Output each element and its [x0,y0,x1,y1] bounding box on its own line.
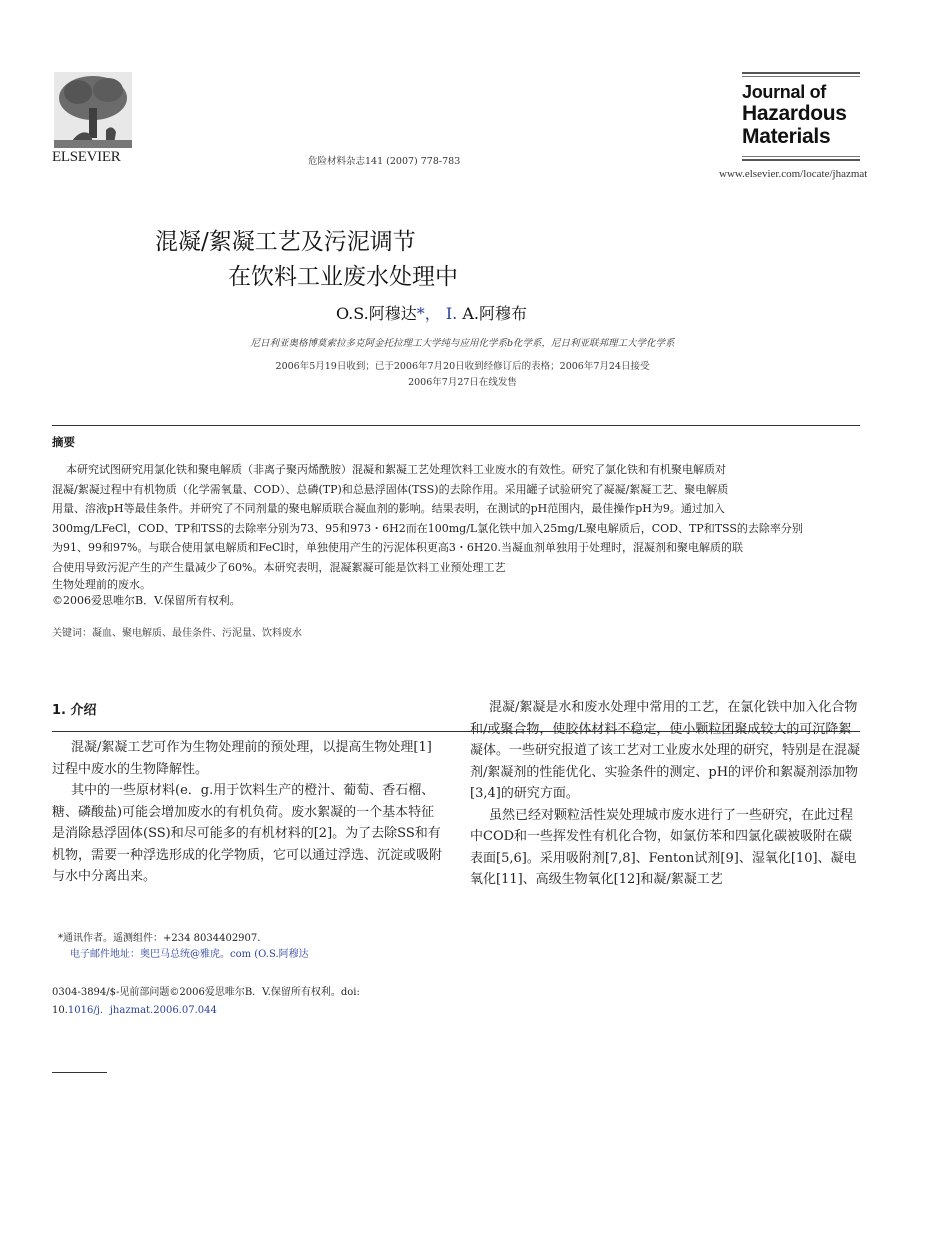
abstract-line: 用量、溶液pH等最佳条件。并研究了不同剂量的聚电解质联合凝血剂的影响。结果表明，在测试的pH范围内，最佳操作pH为9。通过加入 [52,502,725,515]
article-history: 2006年7月27日在线发售 [408,377,517,388]
doi-prefix: 10. [52,1005,68,1016]
doi-link[interactable]: 1016/j．jhazmat.2006.07.044 [67,1005,217,1016]
keywords: 关键词：凝血、聚电解质、最佳条件、污泥量、饮料废水 [52,628,302,639]
journal-logo [742,82,872,148]
journal-citation: 危险材料杂志141 (2007) 778-783 [308,156,461,167]
abstract-body [52,460,860,610]
journal-logo-line: Journal of [742,82,827,102]
article-history: 2006年5月19日收到；已于2006年7月20日收到经修订后的表格；2006年7月24日接受 [275,361,650,372]
author-name: A.阿穆布 [462,304,528,323]
email-link[interactable]: 奥巴马总统@雅虎。com (O.S.阿穆达 [140,949,309,960]
article-title-line: 在饮料工业废水处理中 [228,264,458,290]
journal-logo-rule [742,156,860,157]
abstract-line: 本研究试图研究用氯化铁和聚电解质（非离子聚丙烯酰胺）混凝和絮凝工艺处理饮料工业废水的有效性。研究了氯化铁和有机聚电解质对 [66,463,726,476]
abstract-heading: 摘要 [52,435,75,449]
journal-logo-rule [742,159,860,161]
abstract-line: 300mg/LFeCl，COD、TP和TSS的去除率分别为73、95和973・6H2而在100mg/L氯化铁中加入25mg/L聚电解质后，COD、TP和TSS的去除率分别 [52,521,803,535]
elsevier-wordmark: ELSEVIER [52,149,121,165]
paragraph: 混凝/絮凝工艺可作为生物处理前的预处理，以提高生物处理[1]过程中废水的生物降解性。 [52,740,432,777]
body-column-left [52,737,444,888]
author-list [336,301,527,324]
footnote [58,931,309,963]
footnote-divider [52,1072,107,1073]
abstract-line: 生物处理前的废水。 [52,578,151,591]
journal-logo-rule [742,72,860,74]
issn-line: 0304-3894/$-见前部问题©2006爱思唯尔B．V.保留所有权利。doi: [52,987,360,998]
paragraph: 混凝/絮凝是水和废水处理中常用的工艺，在氯化铁中加入化合物和/或聚合物，使胶体材料不稳定，使小颗粒团聚成较大的可沉降絮凝体。一些研究报道了该工艺对工业废水处理的研究，特别是在混凝剂/絮凝剂的性能优化、实验条件的测定、pH的评价和絮凝剂添加物[3,4]的研究方面。 [470,700,861,801]
journal-url[interactable]: www.elsevier.com/locate/jhazmat [719,168,868,180]
author-initial: I. [445,304,458,323]
affiliation: 尼日利亚奥格博莫索拉多克阿金托拉理工大学纯与应用化学系b化学系，尼日利亚联邦理工大学化学系 [250,338,675,349]
abstract-line: 为91、99和97%。与联合使用氯电解质和FeCl时，单独使用产生的污泥体积更高3・6H20.当凝血剂单独用于处理时，混凝剂和聚电解质的联 [52,541,743,554]
journal-logo-rule [742,76,860,77]
email-label: 电子邮件地址： [70,949,140,960]
journal-logo-line: Hazardous [742,102,847,125]
paragraph: 其中的一些原材料(e．g.用于饮料生产的橙汁、葡萄、香石榴、糖、磷酸盐)可能会增加废水的有机负荷。废水絮凝的一个基本特征是消除悬浮固体(SS)和尽可能多的有机材料的[2]。为了去除SS和有机物，需要一种浮选形成的化学物质，它可以通过浮选、沉淀或吸附与水中分离出来。 [52,783,443,884]
elsevier-tree-icon [54,72,132,148]
corresponding-author-note: *通讯作者。遥测组件：+234 8034402907. [58,933,261,944]
divider [52,425,860,426]
article-title-line: 混凝/絮凝工艺及污泥调节 [155,229,416,255]
paragraph: 虽然已经对颗粒活性炭处理城市废水进行了一些研究，在此过程中COD和一些挥发性有机化合物，如氯仿苯和四氯化碳被吸附在碳表面[5,6]。采用吸附剂[7,8]、Fenton试剂[9]、湿氧化[10]、凝电氧化[11]、高级生物氧化[12]和凝/絮凝工艺 [470,807,857,887]
copyright-notice: ©2006爱思唯尔B．V.保留所有权利。 [52,594,241,607]
author-name: O.S.阿穆达 [336,304,417,323]
journal-logo-line: Materials [742,125,831,148]
abstract-line: 混凝/絮凝过程中有机物质（化学需氧量、COD）、总磷(TP)和总悬浮固体(TSS)的去除作用。采用罐子试验研究了凝凝/絮凝工艺、聚电解质 [52,482,729,496]
abstract-line: 合使用导致污泥产生的产生量减少了60%。本研究表明，混凝絮凝可能是饮料工业预处理工艺 [52,560,506,574]
elsevier-logo [52,72,134,164]
copyright-footer [52,984,360,1020]
section-heading: 1. 介绍 [52,703,97,718]
corresponding-author-marker[interactable]: *， [416,304,441,323]
body-column-right [470,697,862,891]
